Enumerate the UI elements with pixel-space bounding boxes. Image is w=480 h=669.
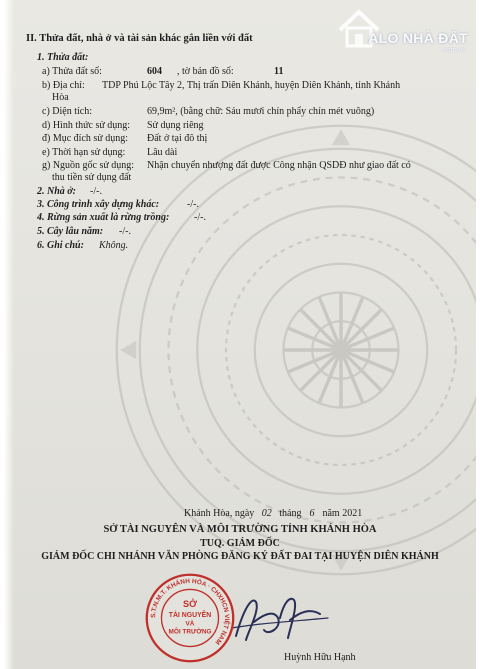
usage-form-value: Sử dụng riêng [147, 120, 204, 131]
seal-line2: TÀI NGUYÊN [168, 612, 212, 620]
area-value: 69,9m², (bằng chữ: Sáu mươi chín phẩy chín mét vuông) [147, 106, 375, 117]
address-value-cont: Hòa [52, 92, 69, 103]
usage-purpose-label: đ) Mục đích sử dụng: [42, 133, 128, 144]
signer-name: Huỳnh Hữu Hạnh [284, 652, 356, 663]
seal-line4: MÔI TRƯỜNG [168, 628, 212, 636]
usage-origin-label: g) Nguồn gốc sử dụng: [42, 160, 135, 171]
other-works-value: -/-. [187, 199, 199, 210]
signing-date [184, 508, 362, 520]
date-month: 6 [309, 508, 315, 519]
on-behalf-line: TUQ. GIÁM ĐỐC [200, 538, 280, 549]
note-value: Không. [99, 240, 129, 251]
alonhadat-watermark [334, 6, 470, 54]
handwritten-signature [224, 588, 334, 648]
area-label: c) Diện tích: [42, 106, 92, 117]
usage-purpose-value: Đất ở tại đô thị [147, 133, 208, 144]
house-label: 2. Nhà ở: [37, 186, 76, 197]
parcel-number-label: a) Thửa đất số: [42, 66, 102, 77]
usage-term-label: e) Thời hạn sử dụng: [42, 147, 126, 158]
map-sheet-label: , tờ bản đồ số: [177, 66, 234, 77]
agency-name: SỞ TÀI NGUYÊN VÀ MÔI TRƯỜNG TỈNH KHÁNH HÒA [103, 524, 377, 535]
address-label: b) Địa chỉ: [42, 80, 85, 91]
planted-forest-label: 4. Rừng sản xuất là rừng trồng: [37, 212, 170, 223]
perennial-trees-label: 5. Cây lâu năm: [37, 226, 104, 237]
section-title: II. Thửa đất, nhà ở và tài sản khác gắn liền với đất [26, 33, 253, 44]
usage-form-label: d) Hình thức sử dụng: [42, 120, 131, 131]
usage-origin-value: Nhận chuyển nhượng đất được Công nhận QSDĐ như giao đất có [147, 160, 411, 171]
seal-line1: SỞ [183, 598, 197, 609]
perennial-trees-value: -/-. [119, 226, 131, 237]
official-seal [144, 572, 236, 664]
scan-edge [4, 0, 14, 669]
parcel-number-value: 604 [147, 66, 162, 77]
signer-position: GIÁM ĐỐC CHI NHÁNH VĂN PHÒNG ĐĂNG KÝ ĐẤT ĐAI TẠI HUYỆN DIÊN KHÁNH [41, 551, 439, 562]
other-works-label: 3. Công trình xây dựng khác: [37, 199, 160, 210]
seal-ring-text: S.T.N.M.T. KHÁNH HÒA · CHXHCN VIỆT NAM [149, 577, 231, 646]
watermark-brand: ALO NHÀ ĐẤT [368, 30, 468, 46]
item1-label: 1. Thửa đất: [37, 52, 89, 63]
address-value: TDP Phú Lộc Tây 2, Thị trấn Diên Khánh, huyện Diên Khánh, tỉnh Khánh [102, 80, 401, 91]
watermark-domain: .com.vn [441, 47, 466, 54]
date-month-label: tháng [279, 508, 302, 519]
date-year: năm 2021 [322, 508, 363, 519]
map-sheet-value: 11 [274, 66, 284, 77]
certificate-page [4, 0, 476, 669]
note-label: 6. Ghi chú: [37, 240, 84, 251]
date-day: 02 [261, 508, 272, 519]
seal-line3: VÀ [185, 620, 195, 628]
planted-forest-value: -/-. [194, 212, 206, 223]
house-value: -/-. [90, 186, 102, 197]
usage-term-value: Lâu dài [147, 147, 178, 158]
date-place: Khánh Hòa, ngày [184, 508, 255, 519]
usage-origin-value-cont: thu tiền sử dụng đất [52, 172, 132, 183]
